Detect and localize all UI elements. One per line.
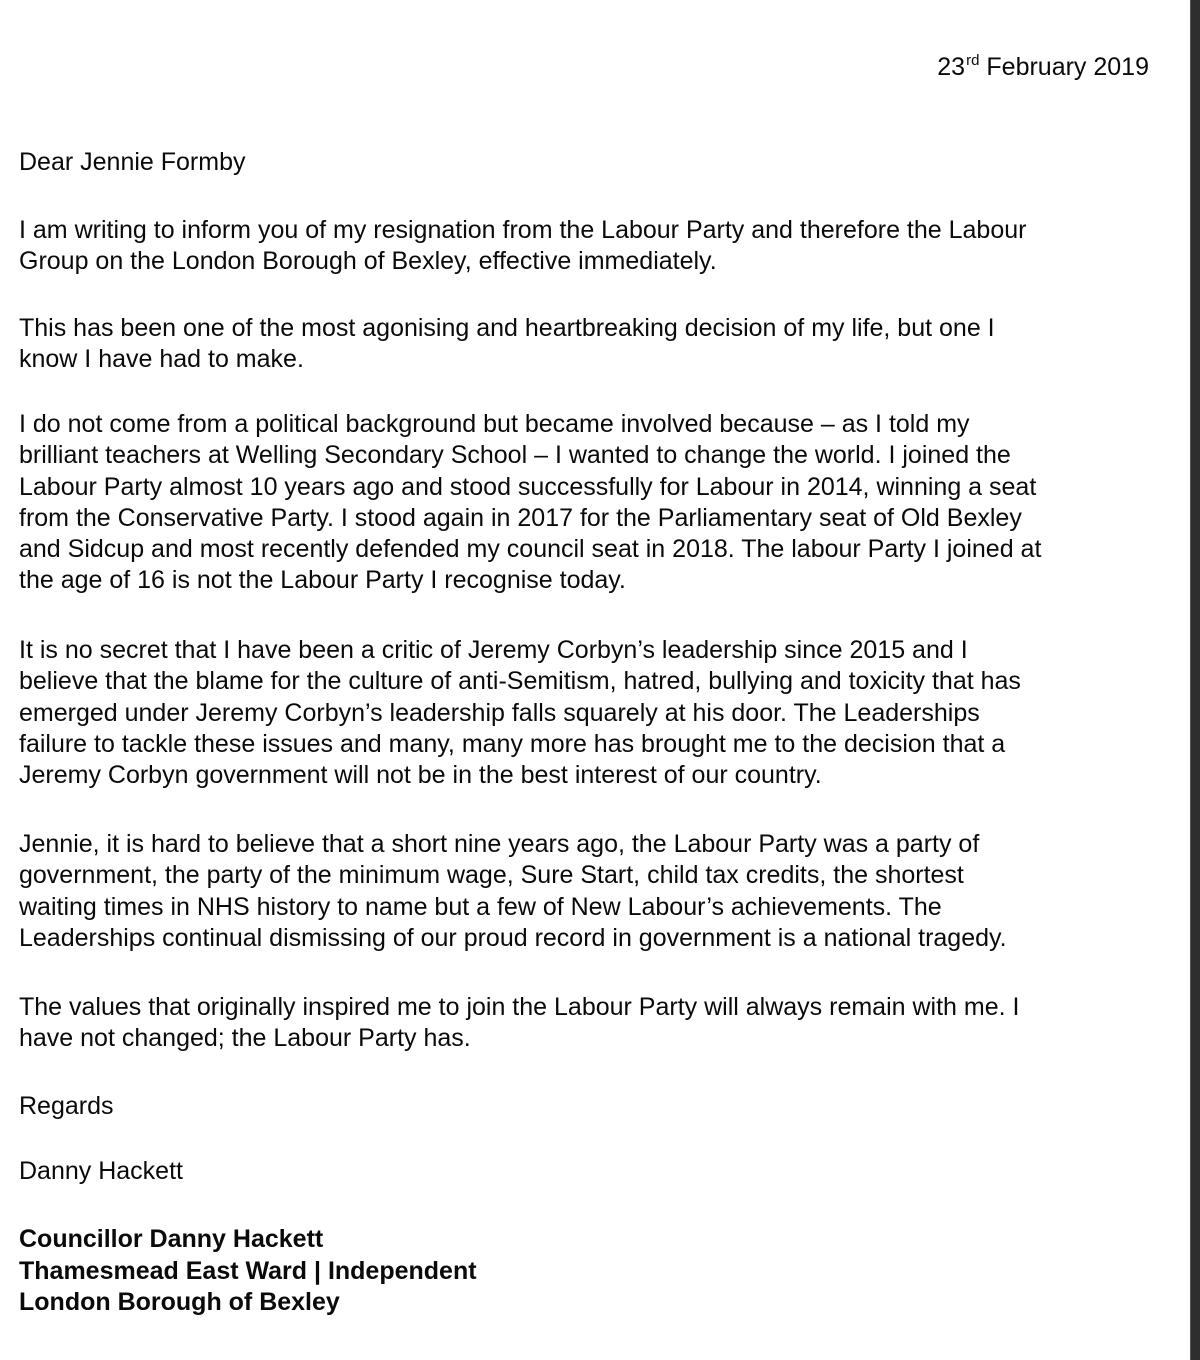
paragraph-line: have not changed; the Labour Party has. <box>19 1024 471 1053</box>
paragraph-line: the age of 16 is not the Labour Party I recognise today. <box>19 566 626 595</box>
paragraph-line: know I have had to make. <box>19 345 304 374</box>
paragraph-resignation <box>19 215 1026 278</box>
paragraph-line: Jennie, it is hard to believe that a short nine years ago, the Labour Party was a party of <box>19 830 980 858</box>
paragraph-record <box>19 829 1007 954</box>
signature: Danny Hackett <box>19 1157 183 1185</box>
signature-title-name: Councillor Danny Hackett <box>19 1225 324 1253</box>
paragraph-line: Jeremy Corbyn government will not be in the best interest of our country. <box>19 761 822 790</box>
paragraph-line: and Sidcup and most recently defended my council seat in 2018. The labour Party I joined at <box>19 535 1042 564</box>
window-edge-border <box>1190 0 1200 1360</box>
signature-borough: London Borough of Bexley <box>19 1288 340 1316</box>
paragraph-line: waiting times in NHS history to name but a few of New Labour’s achievements. The <box>19 892 942 921</box>
paragraph-line: Group on the London Borough of Bexley, effective immediately. <box>19 247 717 276</box>
paragraph-line: The values that originally inspired me to join the Labour Party will always remain with me. I <box>19 993 1020 1021</box>
paragraph-criticism <box>19 635 1021 791</box>
letter-date <box>937 52 1149 86</box>
date-month-year: February 2019 <box>986 53 1149 81</box>
paragraph-line: It is no secret that I have been a critic of Jeremy Corbyn’s leadership since 2015 and I <box>19 636 968 664</box>
paragraph-line: from the Conservative Party. I stood again in 2017 for the Parliamentary seat of Old Bexley <box>19 503 1022 532</box>
paragraph-line: I do not come from a political background but became involved because – as I told my <box>19 410 970 438</box>
paragraph-line: Labour Party almost 10 years ago and stood successfully for Labour in 2014, winning a seat <box>19 472 1037 501</box>
paragraph-decision <box>19 313 995 376</box>
closing: Regards <box>19 1092 114 1120</box>
paragraph-background <box>19 409 1041 597</box>
date-day: 23 <box>937 53 966 81</box>
paragraph-line: Leaderships continual dismissing of our proud record in government is a national tragedy. <box>19 923 1007 952</box>
signature-ward-affiliation: Thamesmead East Ward | Independent <box>19 1256 477 1285</box>
paragraph-line: failure to tackle these issues and many, many more has brought me to the decision that a <box>19 729 1006 758</box>
signature-block <box>19 1224 477 1319</box>
paragraph-line: This has been one of the most agonising and heartbreaking decision of my life, but one I <box>19 314 995 342</box>
paragraph-line: government, the party of the minimum wage, Sure Start, child tax credits, the shortest <box>19 861 964 890</box>
paragraph-line: believe that the blame for the culture of anti-Semitism, hatred, bullying and toxicity that has <box>19 667 1021 696</box>
salutation: Dear Jennie Formby <box>19 148 246 176</box>
paragraph-line: I am writing to inform you of my resignation from the Labour Party and therefore the Labour <box>19 216 1027 244</box>
date-suffix: rd <box>966 52 980 69</box>
paragraph-line: brilliant teachers at Welling Secondary School – I wanted to change the world. I joined the <box>19 441 1011 470</box>
paragraph-values <box>19 992 1019 1055</box>
paragraph-line: emerged under Jeremy Corbyn’s leadership falls squarely at his door. The Leaderships <box>19 698 980 727</box>
